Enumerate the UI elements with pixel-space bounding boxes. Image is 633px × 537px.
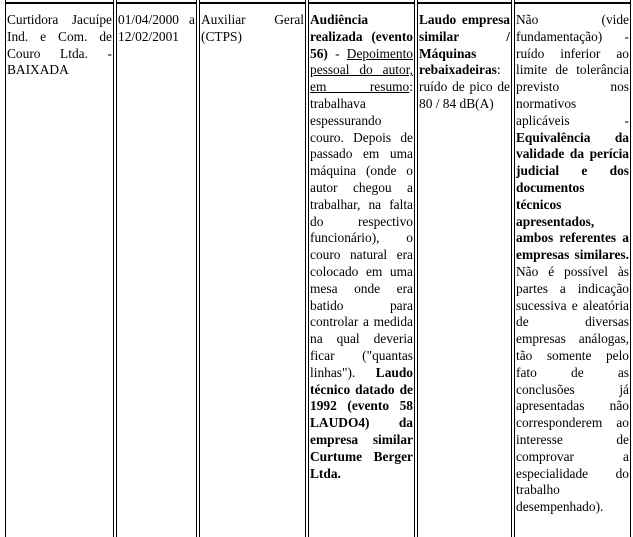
conclusion-bold: Equivalência da validade da perícia judicial e dos documentos técnicos apresentados, ambos referentes a empresas similares.: [516, 129, 629, 263]
testimony-colon: :: [409, 79, 413, 95]
conclusion-rest: Não é possível às partes a indicação sucessiva e aleatória de diversas empresas análogas, tão somente pelo fato de as conclusões já apresentadas não corresponderem ao interesse de comprovar a especialidade do trabalho desempenhado).: [516, 263, 629, 515]
cell-company: [5, 3, 114, 537]
cell-report-summary: [417, 3, 512, 537]
work-period: 01/04/2000 a 12/02/2001: [118, 12, 195, 44]
report-heading: Laudo empresa similar / Máquinas rebaixadeiras: [419, 12, 510, 78]
cell-period: [116, 3, 197, 537]
testimony-label: Depoimento pessoal do autor, em resumo: [310, 45, 413, 95]
company-name: Curtidora Jacuípe Ind. e Com. de Couro Ltda. - BAIXADA: [7, 12, 112, 78]
evidence-table: [3, 0, 633, 537]
testimony-text: trabalhava espessurando couro. Depois de passado em uma máquina (onde o autor chegou a trabalhar, na falta do respectivo funcionário), o couro natural era colocado em uma mesa onde era batido para controlar a medida na qual deveria ficar ("quantas linhas").: [310, 95, 413, 380]
table-row: [5, 3, 631, 537]
conclusion-intro: Não (vide fundamentação) - ruído inferior ao limite de tolerância previsto nos normativos aplicáveis -: [516, 12, 629, 128]
job-role: Auxiliar Geral (CTPS): [201, 12, 304, 44]
cell-conclusion: [514, 3, 631, 537]
cell-evidence: [308, 3, 415, 537]
cell-role: [199, 3, 306, 537]
technical-report: Laudo técnico datado de 1992 (evento 58 LAUDO4) da empresa similar Curtume Berger Ltda.: [310, 364, 413, 481]
hearing-heading: Audiência realizada (evento 56): [310, 12, 413, 61]
report-text: : ruído de pico de 80 / 84 dB(A): [419, 62, 510, 111]
separator: -: [327, 45, 347, 61]
